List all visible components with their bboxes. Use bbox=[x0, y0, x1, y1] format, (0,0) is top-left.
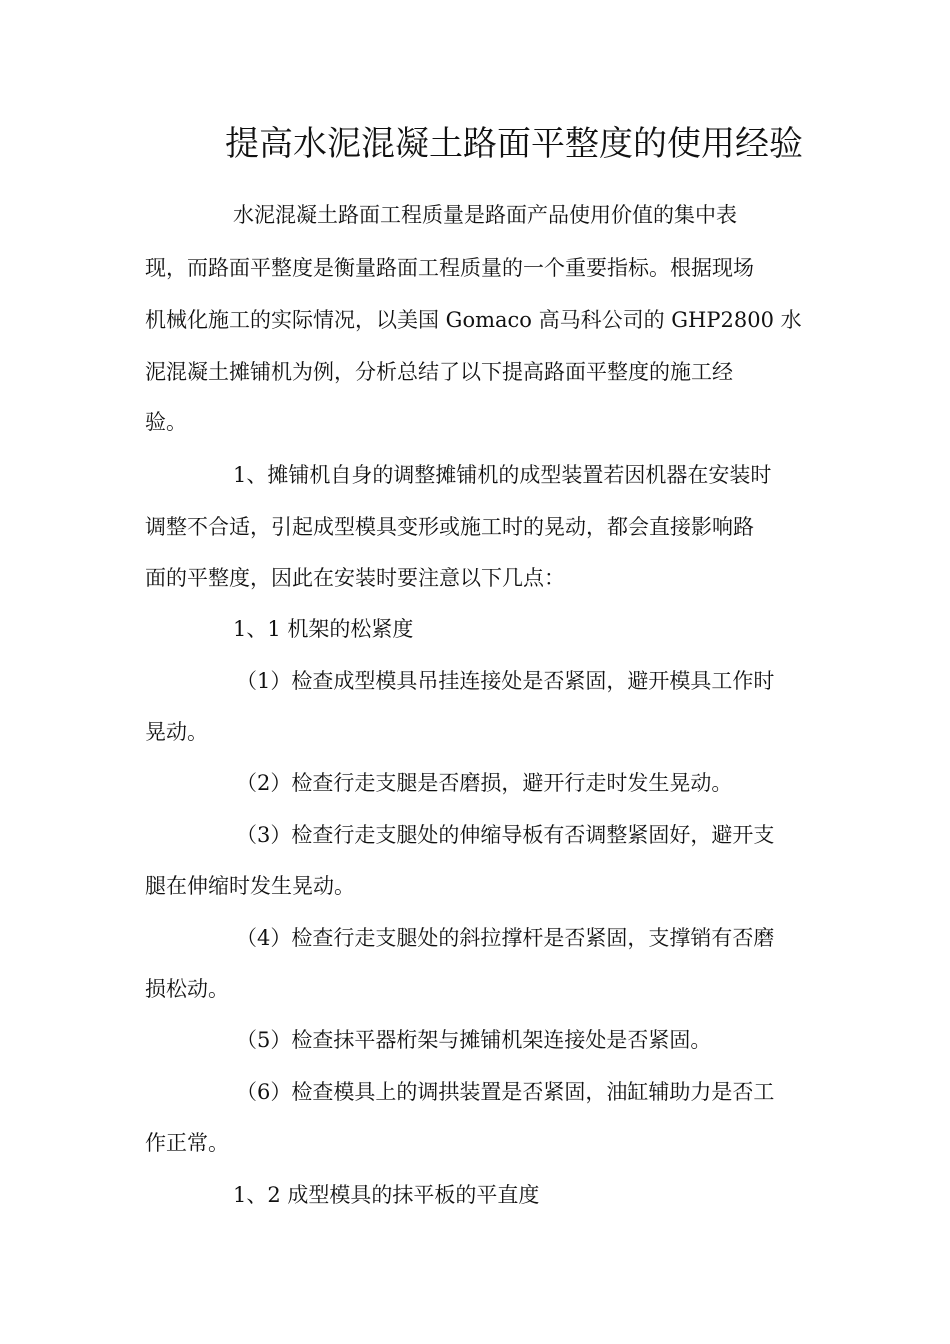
paragraph-line: 现，而路面平整度是衡量路面工程质量的一个重要指标。根据现场 bbox=[145, 256, 754, 280]
paragraph-line: 机械化施工的实际情况，以美国 Gomaco 高马科公司的 GHP2800 水 bbox=[145, 308, 802, 332]
list-item: （2）检查行走支腿是否磨损，避开行走时发生晃动。 bbox=[236, 771, 733, 795]
document-title: 提高水泥混凝土路面平整度的使用经验 bbox=[225, 124, 803, 164]
list-item: （1）检查成型模具吊挂连接处是否紧固，避开模具工作时 bbox=[236, 669, 775, 693]
list-item-continuation: 作正常。 bbox=[145, 1131, 229, 1155]
paragraph-line: 泥混凝土摊铺机为例，分析总结了以下提高路面平整度的施工经 bbox=[145, 360, 733, 384]
paragraph-line: 1、摊铺机自身的调整摊铺机的成型装置若因机器在安装时 bbox=[233, 463, 772, 487]
list-item: （6）检查模具上的调拱装置是否紧固，油缸辅助力是否工 bbox=[236, 1080, 775, 1104]
paragraph-line: 调整不合适，引起成型模具变形或施工时的晃动，都会直接影响路 bbox=[145, 515, 754, 539]
list-item-continuation: 腿在伸缩时发生晃动。 bbox=[145, 874, 355, 898]
section-heading: 1、1 机架的松紧度 bbox=[233, 617, 414, 641]
section-heading: 1、2 成型模具的抹平板的平直度 bbox=[233, 1183, 540, 1207]
paragraph-line: 水泥混凝土路面工程质量是路面产品使用价值的集中表 bbox=[233, 203, 737, 227]
list-item-continuation: 晃动。 bbox=[145, 720, 208, 744]
paragraph-line: 验。 bbox=[145, 410, 187, 434]
paragraph-line: 面的平整度，因此在安装时要注意以下几点： bbox=[145, 566, 565, 590]
list-item-continuation: 损松动。 bbox=[145, 977, 229, 1001]
list-item: （5）检查抹平器桁架与摊铺机架连接处是否紧固。 bbox=[236, 1028, 712, 1052]
list-item: （3）检查行走支腿处的伸缩导板有否调整紧固好，避开支 bbox=[236, 823, 775, 847]
list-item: （4）检查行走支腿处的斜拉撑杆是否紧固，支撑销有否磨 bbox=[236, 926, 775, 950]
